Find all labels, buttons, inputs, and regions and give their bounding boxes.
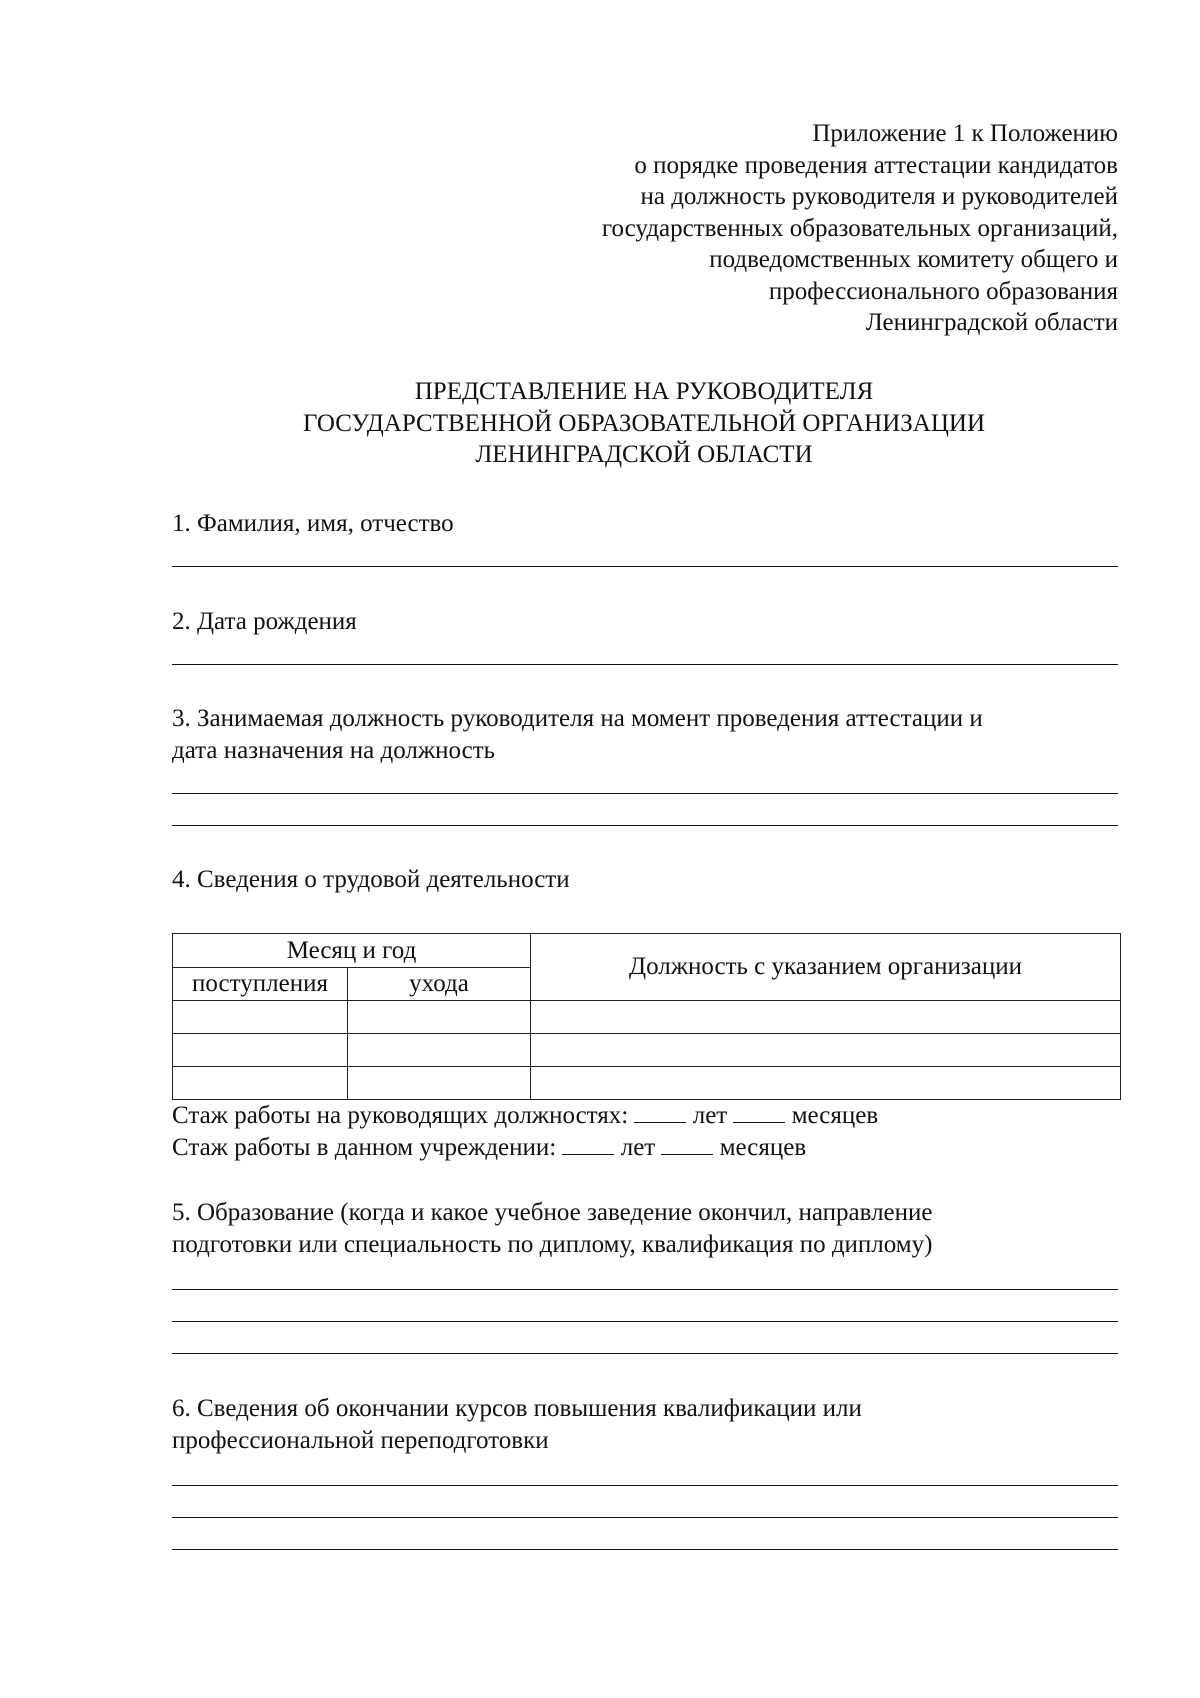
document-title-line: ГОСУДАРСТВЕННОЙ ОБРАЗОВАТЕЛЬНОЙ ОРГАНИЗАЦИИ — [303, 409, 985, 437]
section-6-fill-line[interactable] — [172, 1485, 1118, 1486]
end-date-cell[interactable] — [348, 1034, 531, 1067]
start-date-cell[interactable] — [173, 1067, 348, 1100]
section-3-fill-line[interactable] — [172, 825, 1118, 826]
section-5-label-line2: подготовки или специальность по диплому, квалификация по диплому) — [172, 1231, 933, 1258]
section-5-fill-line[interactable] — [172, 1353, 1118, 1354]
section-6-label-line2: профессиональной переподготовки — [172, 1427, 549, 1454]
document-title-line: ЛЕНИНГРАДСКОЙ ОБЛАСТИ — [475, 441, 813, 468]
institution-experience-line — [172, 1132, 806, 1164]
section-5-fill-line[interactable] — [172, 1321, 1118, 1322]
appendix-header-line: подведомственных комитету общего и — [709, 246, 1118, 273]
institution-experience-label: Стаж работы в данном учреждении: — [172, 1134, 557, 1161]
section-1-label: 1. Фамилия, имя, отчество — [172, 510, 454, 537]
appendix-header — [440, 118, 1118, 339]
work-history-table — [172, 933, 1121, 1100]
table-row — [173, 1034, 1121, 1067]
table-row — [173, 1067, 1121, 1100]
document-title — [170, 376, 1118, 471]
section-4-label: 4. Сведения о трудовой деятельности — [172, 866, 570, 893]
section-3-label-line1: 3. Занимаемая должность руководителя на момент проведения аттестации и — [172, 705, 983, 732]
section-2-fill-line[interactable] — [172, 664, 1118, 665]
section-6-fill-line[interactable] — [172, 1517, 1118, 1518]
section-1-fill-line[interactable] — [172, 566, 1118, 567]
end-date-cell[interactable] — [348, 1001, 531, 1034]
years-word: лет — [620, 1134, 656, 1161]
section-5-fill-line[interactable] — [172, 1289, 1118, 1290]
position-cell[interactable] — [531, 1067, 1121, 1100]
appendix-header-line: Ленинградской области — [865, 309, 1118, 336]
section-2-label: 2. Дата рождения — [172, 608, 357, 635]
end-date-header: ухода — [348, 968, 531, 1001]
appendix-header-line: о порядке проведения аттестации кандидатов — [634, 151, 1118, 179]
institution-years-blank[interactable] — [562, 1132, 614, 1155]
month-year-header: Месяц и год — [173, 934, 531, 968]
section-6-label-line1: 6. Сведения об окончании курсов повышения квалификации или — [172, 1395, 862, 1422]
table-row — [173, 1001, 1121, 1034]
management-experience-line — [172, 1100, 878, 1132]
position-cell[interactable] — [531, 1001, 1121, 1034]
management-months-blank[interactable] — [733, 1100, 785, 1123]
start-date-cell[interactable] — [173, 1001, 348, 1034]
document-title-line: ПРЕДСТАВЛЕНИЕ НА РУКОВОДИТЕЛЯ — [414, 378, 874, 405]
management-years-blank[interactable] — [634, 1100, 686, 1123]
management-experience-label: Стаж работы на руководящих должностях: — [172, 1102, 629, 1129]
appendix-header-line: Приложение 1 к Положению — [812, 120, 1118, 147]
months-word: месяцев — [719, 1134, 807, 1161]
institution-months-blank[interactable] — [661, 1132, 713, 1155]
start-date-header: поступления — [173, 968, 348, 1001]
position-cell[interactable] — [531, 1034, 1121, 1067]
appendix-header-line: профессионального образования — [768, 277, 1118, 305]
months-word: месяцев — [791, 1102, 879, 1129]
appendix-header-line: на должность руководителя и руководителей — [640, 183, 1118, 210]
end-date-cell[interactable] — [348, 1067, 531, 1100]
position-header: Должность с указанием организации — [531, 934, 1121, 1001]
section-3-fill-line[interactable] — [172, 793, 1118, 794]
section-6-fill-line[interactable] — [172, 1549, 1118, 1550]
start-date-cell[interactable] — [173, 1034, 348, 1067]
section-5-label-line1: 5. Образование (когда и какое учебное заведение окончил, направление — [172, 1199, 933, 1226]
section-3-label-line2: дата назначения на должность — [172, 737, 496, 764]
years-word: лет — [692, 1102, 728, 1129]
appendix-header-line: государственных образовательных организаций, — [601, 214, 1118, 242]
